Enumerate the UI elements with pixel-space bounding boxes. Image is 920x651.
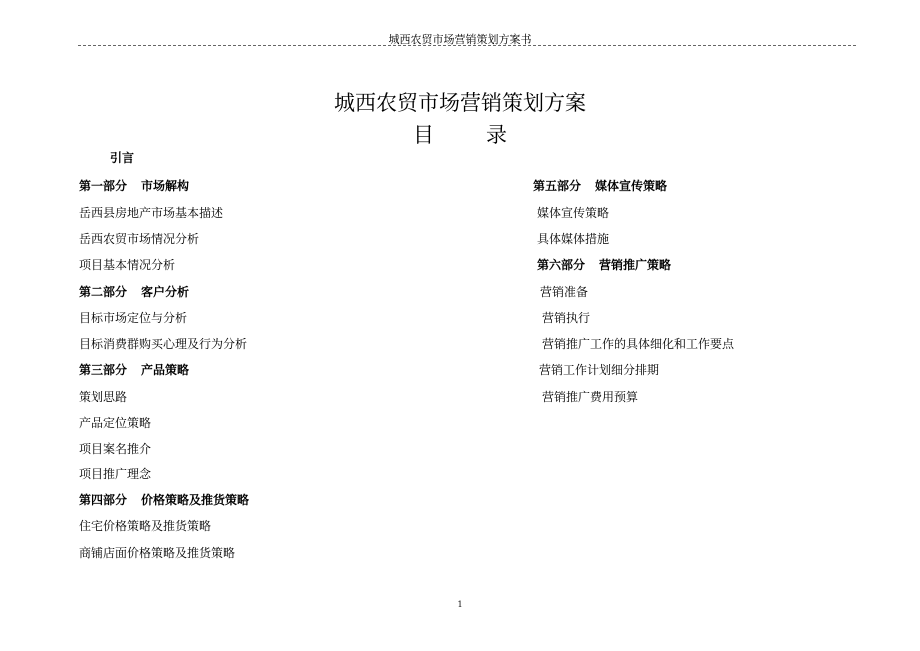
toc-item: 商铺店面价格策略及推货策略 [79,546,236,560]
toc-item: 住宅价格策略及推货策略 [79,519,212,533]
toc-part-label: 第一部分 [79,179,128,193]
toc-part-title: 媒体宣传策略 [595,179,668,193]
toc-heading-left: 目 [413,123,434,147]
header-rule [78,45,856,46]
document-title: 城西农贸市场营销策划方案 [334,91,586,115]
page-number: 1 [457,600,463,609]
toc-part-label: 第六部分 [537,258,586,272]
toc-heading [0,122,920,148]
toc-part-heading [79,362,189,378]
toc-heading-right: 录 [486,123,507,147]
toc-item: 策划思路 [79,390,128,404]
toc-item: 产品定位策略 [79,416,152,430]
toc-part-title: 产品策略 [141,363,190,377]
toc-part-title: 客户分析 [141,285,190,299]
toc-part-label: 第四部分 [79,493,128,507]
toc-part-title: 市场解构 [141,179,190,193]
toc-item: 岳西县房地产市场基本描述 [79,206,224,220]
running-header: 城西农贸市场营销策划方案书 [388,33,532,46]
toc-part-heading [79,178,189,194]
toc-item: 营销推广工作的具体细化和工作要点 [542,337,735,351]
toc-item: 目标市场定位与分析 [79,311,188,325]
toc-item: 营销工作计划细分排期 [539,363,660,377]
toc-item: 营销推广费用预算 [542,390,639,404]
toc-item: 媒体宣传策略 [537,206,610,220]
toc-part-heading [79,492,249,508]
toc-item: 项目基本情况分析 [79,258,176,272]
toc-item: 营销执行 [542,311,591,325]
toc-part-label: 第三部分 [79,363,128,377]
toc-part-title: 价格策略及推货策略 [141,493,250,507]
toc-item: 营销准备 [540,285,589,299]
toc-item: 具体媒体措施 [537,232,610,246]
toc-part-heading [79,284,189,300]
toc-intro: 引言 [110,151,135,165]
toc-part-title: 营销推广策略 [599,258,672,272]
toc-part-label: 第二部分 [79,285,128,299]
toc-part-heading [533,178,667,194]
toc-item: 岳西农贸市场情况分析 [79,232,200,246]
toc-part-heading [537,257,671,273]
toc-item: 项目推广理念 [79,467,152,481]
toc-part-label: 第五部分 [533,179,582,193]
toc-item: 项目案名推介 [79,442,152,456]
toc-item: 目标消费群购买心理及行为分析 [79,337,248,351]
